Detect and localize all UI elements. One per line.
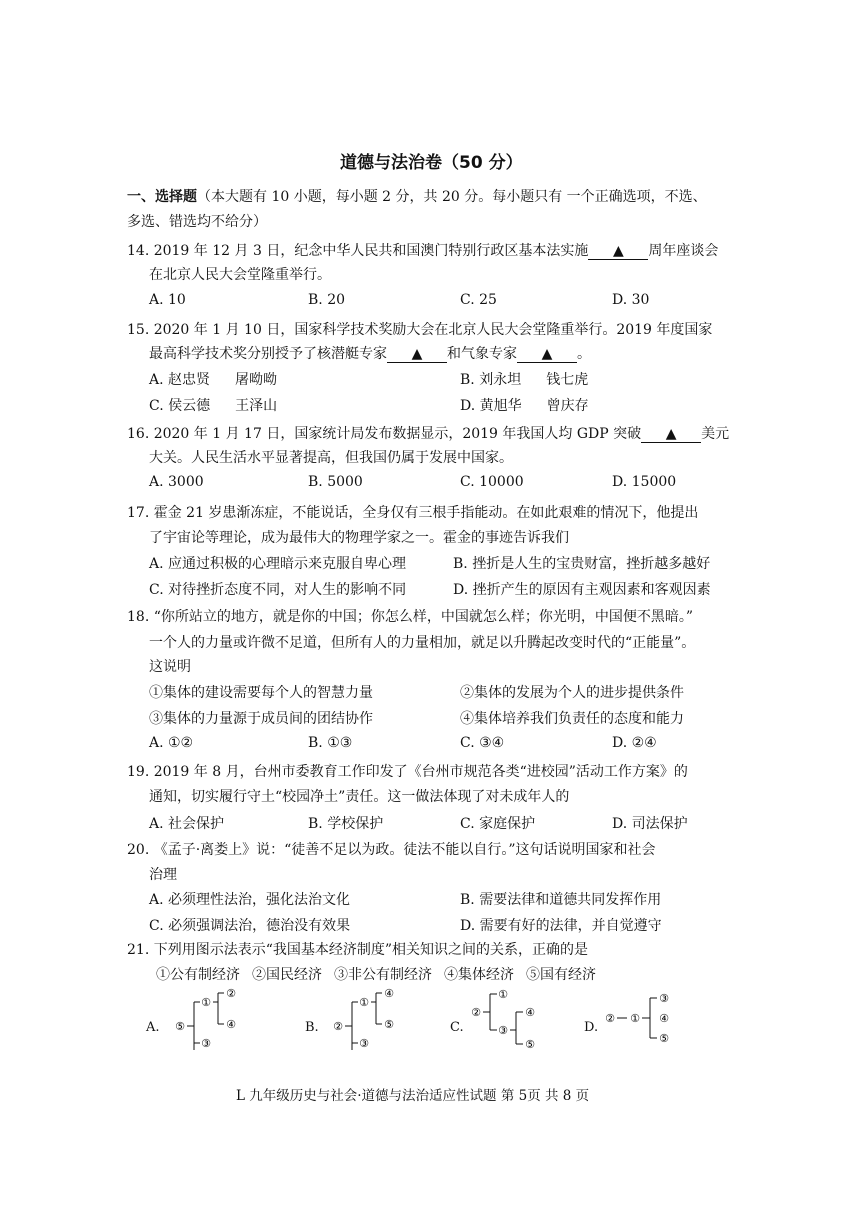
q18-statement-2: ②集体的发展为个人的进步提供条件 bbox=[460, 685, 684, 701]
q20-option-c: C. 必须强调法治，德治没有效果 bbox=[149, 918, 351, 934]
diagram-b-label: B. bbox=[305, 1020, 319, 1035]
q16-blank: ▲ bbox=[641, 426, 701, 443]
q14-line2: 在北京人民大会堂隆重举行。 bbox=[149, 267, 331, 283]
q17-option-d: D. 挫折产生的原因有主观因素和客观因素 bbox=[453, 582, 711, 598]
diagram-a-mid-top: ① bbox=[201, 996, 211, 1009]
q18-option-a: A. ①② bbox=[149, 735, 194, 751]
q21-items bbox=[156, 964, 596, 984]
q15-option-b-letter: B. 刘永坦 bbox=[460, 372, 522, 388]
diagram-b bbox=[328, 988, 408, 1050]
q17-option-a: A. 应通过积极的心理暗示来克服自卑心理 bbox=[149, 556, 407, 572]
diagram-c bbox=[466, 988, 552, 1050]
q15-option-d-letter: D. 黄旭华 bbox=[460, 398, 522, 414]
diagram-c-mid-bottom: ③ bbox=[498, 1024, 508, 1037]
q19-option-b: B. 学校保护 bbox=[308, 816, 384, 832]
q14-line1 bbox=[127, 240, 718, 260]
diagram-a-mid-bottom: ③ bbox=[201, 1037, 211, 1050]
q16-option-d: D. 15000 bbox=[612, 474, 677, 490]
diagram-b-root: ② bbox=[333, 1020, 343, 1033]
q16-stem-end: 美元 bbox=[701, 426, 730, 442]
q16-stem: 16. 2020 年 1 月 17 日，国家统计局发布数据显示，2019 年我国人均 GDP 突破 bbox=[127, 426, 642, 442]
q18-line2: 一个人的力量或许微不足道，但所有人的力量相加，就足以升腾起改变时代的“正能量”。 bbox=[149, 635, 696, 651]
diagram-b-mid-top: ① bbox=[359, 996, 369, 1009]
q20-option-b: B. 需要法律和道德共同发挥作用 bbox=[460, 892, 662, 908]
q15-line2 bbox=[149, 343, 591, 363]
q15-option-b-name: 钱七虎 bbox=[546, 372, 589, 388]
section-heading: 一、选择题 bbox=[127, 189, 197, 205]
q18-line1: 18. “你所站立的地方，就是你的中国；你怎么样，中国就怎么样；你光明，中国便不黑暗。” bbox=[127, 609, 694, 625]
q15-option-c-name: 王泽山 bbox=[235, 398, 278, 414]
q17-line1: 17. 霍金 21 岁患渐冻症，不能说话，全身仅有三根手指能动。在如此艰难的情况下，他提出 bbox=[127, 505, 699, 521]
q20-line2: 治理 bbox=[149, 867, 177, 883]
q16-option-b: B. 5000 bbox=[308, 474, 363, 490]
q15-stem-c: 。 bbox=[577, 346, 591, 362]
q19-line1: 19. 2019 年 8 月，台州市委教育工作印发了《台州市规范各类“进校园”活动工作方案》的 bbox=[127, 764, 688, 780]
q15-line1: 15. 2020 年 1 月 10 日，国家科学技术奖励大会在北京人民大会堂隆重举行。2019 年度国家 bbox=[127, 322, 713, 338]
q15-option-b bbox=[460, 369, 588, 389]
q18-statement-4: ④集体培养我们负责任的态度和能力 bbox=[460, 711, 684, 727]
q18-statement-3: ③集体的力量源于成员间的团结协作 bbox=[149, 711, 373, 727]
diagram-c-mid-top: ① bbox=[498, 988, 508, 1001]
diagram-c-root: ② bbox=[471, 1006, 481, 1019]
diagram-d-mid: ① bbox=[630, 1012, 640, 1025]
q21-line1: 21. 下列用图示法表示“我国基本经济制度”相关知识之间的关系，正确的是 bbox=[127, 942, 589, 958]
q21-item-5: ⑤国有经济 bbox=[526, 967, 596, 983]
q15-option-a bbox=[149, 369, 277, 389]
q19-option-c: C. 家庭保护 bbox=[460, 816, 536, 832]
q16-option-a: A. 3000 bbox=[149, 474, 204, 490]
q20-option-a: A. 必须理性法治，强化法治文化 bbox=[149, 892, 351, 908]
diagram-a-root: ⑤ bbox=[175, 1020, 185, 1033]
q18-option-d: D. ②④ bbox=[612, 735, 657, 751]
q15-blank-1: ▲ bbox=[387, 346, 447, 363]
diagram-a bbox=[170, 988, 250, 1050]
q21-item-1: ①公有制经济 bbox=[156, 967, 240, 983]
q14-option-a: A. 10 bbox=[149, 292, 186, 308]
diagram-b-leaf-2: ⑤ bbox=[384, 1018, 394, 1031]
diagram-c-leaf-2: ⑤ bbox=[525, 1038, 535, 1050]
section-intro bbox=[127, 186, 707, 206]
diagram-c-label: C. bbox=[450, 1020, 464, 1035]
q15-blank-2: ▲ bbox=[517, 346, 577, 363]
diagram-a-leaf-1: ② bbox=[226, 988, 236, 1000]
q21-item-3: ③非公有制经济 bbox=[334, 967, 432, 983]
q21-item-2: ②国民经济 bbox=[252, 967, 322, 983]
q14-option-d: D. 30 bbox=[612, 292, 650, 308]
diagram-d-leaf-3: ⑤ bbox=[659, 1032, 669, 1045]
q17-option-c: C. 对待挫折态度不同，对人生的影响不同 bbox=[149, 582, 407, 598]
q15-stem-a: 最高科学技术奖分别授予了核潜艇专家 bbox=[149, 346, 387, 362]
q15-stem-b: 和气象专家 bbox=[447, 346, 517, 362]
section-intro-line1: （本大题有 10 小题，每小题 2 分，共 20 分。每小题只有 一个正确选项，不选、 bbox=[197, 189, 707, 205]
exam-title: 道德与法治卷（50 分） bbox=[340, 153, 523, 173]
q15-option-c bbox=[149, 395, 277, 415]
q21-item-4: ④集体经济 bbox=[444, 967, 514, 983]
q17-line2: 了宇宙论等理论，成为最伟大的物理学家之一。霍金的事迹告诉我们 bbox=[149, 530, 569, 546]
q14-blank: ▲ bbox=[588, 243, 648, 260]
diagram-b-mid-bottom: ③ bbox=[359, 1037, 369, 1050]
q14-option-c: C. 25 bbox=[460, 292, 497, 308]
diagram-d-root: ② bbox=[605, 1012, 615, 1025]
q20-option-d: D. 需要有好的法律，并自觉遵守 bbox=[460, 918, 662, 934]
diagram-a-label: A. bbox=[146, 1020, 160, 1035]
q19-line2: 通知，切实履行守土“校园净土”责任。这一做法体现了对未成年人的 bbox=[149, 789, 570, 805]
q16-line2: 大关。人民生活水平显著提高，但我国仍属于发展中国家。 bbox=[149, 450, 513, 466]
q14-stem-end: 周年座谈会 bbox=[648, 243, 719, 259]
q18-option-b: B. ①③ bbox=[308, 735, 353, 751]
q18-line3: 这说明 bbox=[149, 659, 191, 675]
section-intro-line2: 多选、错选均不给分） bbox=[127, 214, 267, 230]
q17-option-b: B. 挫折是人生的宝贵财富，挫折越多越好 bbox=[453, 556, 711, 572]
diagram-a-leaf-2: ④ bbox=[226, 1018, 236, 1031]
diagram-d-label: D. bbox=[584, 1020, 599, 1035]
q18-statement-1: ①集体的建设需要每个人的智慧力量 bbox=[149, 685, 373, 701]
q15-option-d bbox=[460, 395, 589, 415]
q14-stem: 14. 2019 年 12 月 3 日，纪念中华人民共和国澳门特别行政区基本法实施 bbox=[127, 243, 589, 259]
q15-option-a-letter: A. 赵忠贤 bbox=[149, 372, 211, 388]
diagram-d-leaf-2: ④ bbox=[659, 1012, 669, 1025]
q20-line1: 20. 《孟子·离娄上》说：“徒善不足以为政。徒法不能以自行。”这句话说明国家和社会 bbox=[127, 842, 656, 858]
q15-option-a-name: 屠呦呦 bbox=[235, 372, 278, 388]
q15-option-c-letter: C. 侯云德 bbox=[149, 398, 211, 414]
q19-option-a: A. 社会保护 bbox=[149, 816, 225, 832]
q16-option-c: C. 10000 bbox=[460, 474, 524, 490]
q19-option-d: D. 司法保护 bbox=[612, 816, 688, 832]
page-footer: L 九年级历史与社会·道德与法治适应性试题 第 5页 共 8 页 bbox=[236, 1088, 590, 1104]
diagram-c-leaf-1: ④ bbox=[525, 1006, 535, 1019]
q18-option-c: C. ③④ bbox=[460, 735, 505, 751]
q14-option-b: B. 20 bbox=[308, 292, 346, 308]
q15-option-d-name: 曾庆存 bbox=[546, 398, 589, 414]
diagram-b-leaf-1: ④ bbox=[384, 988, 394, 1000]
diagram-d-leaf-1: ③ bbox=[659, 992, 669, 1005]
diagram-d bbox=[600, 988, 684, 1050]
q16-line1 bbox=[127, 423, 729, 443]
